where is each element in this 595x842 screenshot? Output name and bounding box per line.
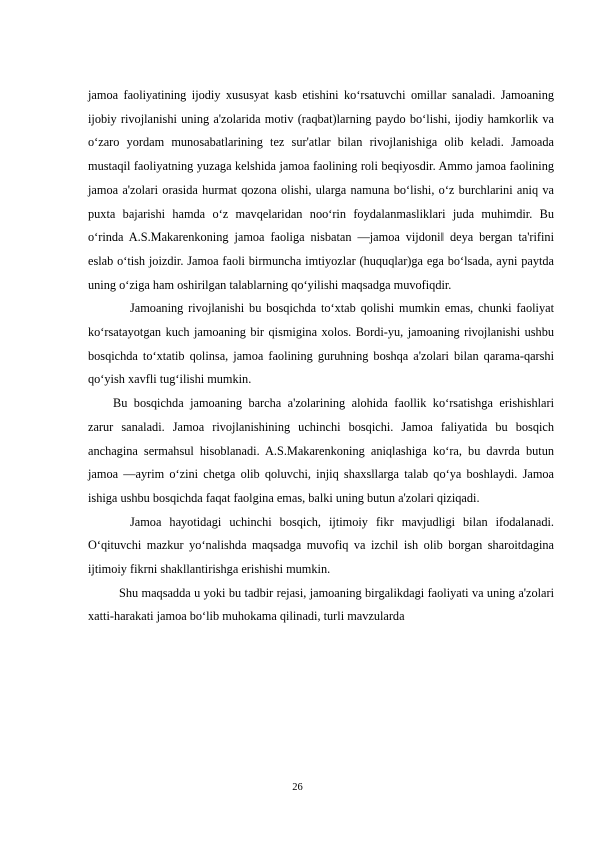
paragraph-5: Shu maqsadda u yoki bu tadbir rejasi, jamoaning birgalikdagi faoliyati va uning a'zolari xatti-harakati jamoa bo‘lib muhokama qilinadi, turli mavzularda <box>88 585 554 624</box>
paragraph-4: Jamoa hayotidagi uchinchi bosqich, ijtimoiy fikr mavjudligi bilan ifodalanadi. O‘qituvchi mazkur yo‘nalishda maqsadga muvofiq va izchil ish olib borgan sharoitdagina ijtimoiy fikrni shakllantirishga erishishi mumkin. <box>88 514 554 577</box>
paragraph-1: jamoa faoliyatining ijodiy xususyat kasb etishini ko‘rsatuvchi omillar sanaladi. Jamoaning ijobiy rivojlanishi uning a'zolarida motiv (raqbat)larning paydo bo‘lishi, ijodiy hamkorlik va o‘zaro yordam munosabatlarining tez sur'atlar bilan rivojlanishiga olib keladi. Jamoada mustaqil faoliyatning yuzaga kelshida jamoa faolining roli beqiyosdir. Ammo jamoa faolining jamoa a'zolari orasida hurmat qozona olishi, ularga namuna bo‘lishi, o‘z burchlarini aniq va puxta bajarishi hamda o‘z mavqelaridan noo‘rin foydalanmasliklari juda muhimdir. Bu o‘rinda A.S.Makarenkoning jamoa faoliga nisbatan ―jamoa vijdoni‖ deya bergan ta'rifini eslab o‘tish joizdir. Jamoa faoli birmuncha imtiyozlar (huquqlar)ga ega bo‘lsada, ayni paytda uning o‘ziga ham oshirilgan talablarning qo‘yilishi maqsadga muvofiqdir. <box>88 88 554 292</box>
page-number: 26 <box>292 782 303 793</box>
paragraph-2: Jamoaning rivojlanishi bu bosqichda to‘xtab qolishi mumkin emas, chunki faoliyat ko‘rsatayotgan kuch jamoaning bir qismigina xolos. Bordi-yu, jamoaning rivojlanishi ushbu bosqichda to‘xtatib qolinsa, jamoa faolining guruhning boshqa a'zolari bilan qarama-qarshi qo‘yish xavfli tug‘ilishi mumkin. <box>88 301 554 387</box>
page-body <box>88 84 554 629</box>
paragraph-3: Bu bosqichda jamoaning barcha a'zolarining alohida faollik ko‘rsatishga erishishlari zarur sanaladi. Jamoa rivojlanishining uchinchi bosqichi. Jamoa faliyatida bu bosqich anchagina sermahsul hisoblanadi. A.S.Makarenkoning aniqlashiga ko‘ra, bu davrda butun jamoa ―ayrim o‘zini chetga olib qoluvchi, injiq shaxsllarga talab qo‘ya boshlaydi. Jamoa ishiga ushbu bosqichda faqat faolgina emas, balki uning butun a'zolari qiziqadi. <box>88 396 554 505</box>
